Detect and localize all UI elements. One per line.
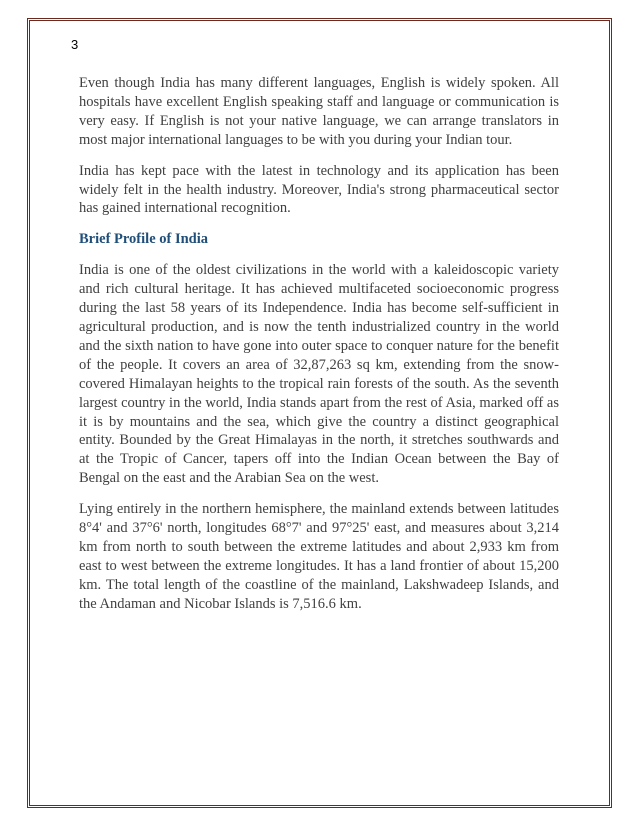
- paragraph-languages: Even though India has many different languages, English is widely spoken. All hospitals have excellent English speaking staff and language or communication is very easy. If English is not your native language, we can arrange translators in most major international languages to be with you during your Indian tour.: [79, 75, 559, 148]
- paragraph-technology: India has kept pace with the latest in technology and its application has been widely felt in the health industry. Moreover, India's strong pharmaceutical sector has gained international recognition.: [79, 162, 559, 217]
- section-heading: Brief Profile of India: [79, 231, 209, 248]
- paragraph-geography: Lying entirely in the northern hemisphere, the mainland extends between latitudes 8°4' and 37°6' north, longitudes 68°7' and 97°25' east, and measures about 3,214 km from north to south between the extreme latitudes and about 2,933 km from east to west between the extreme longitudes. It has a land frontier of about 15,200 km. The total length of the coastline of the mainland, Lakshwadeep Islands, and the Andaman and Nicobar Islands is 7,516.6 km.: [79, 501, 559, 612]
- page-number: 3: [71, 37, 79, 52]
- paragraph-civilization: India is one of the oldest civilizations in the world with a kaleidoscopic variety and rich cultural heritage. It has achieved multifaceted socioeconomic progress during the last 58 years of its Independence. India has become self-sufficient in agricultural production, and is now the tenth industrialized country in the world and the sixth nation to have gone into outer space to conquer nature for the benefit of the people. It covers an area of 32,87,263 sq km, extending from the snow-covered Himalayan heights to the tropical rain forests of the south. As the seventh largest country in the world, India stands apart from the rest of Asia, marked off as it is by mountains and the sea, which give the country a distinct geographical entity. Bounded by the Great Himalayas in the north, it stretches southwards and at the Tropic of Cancer, tapers off into the Indian Ocean between the Bay of Bengal on the east and the Arabian Sea on the west.: [79, 262, 559, 487]
- document-body: [79, 74, 559, 626]
